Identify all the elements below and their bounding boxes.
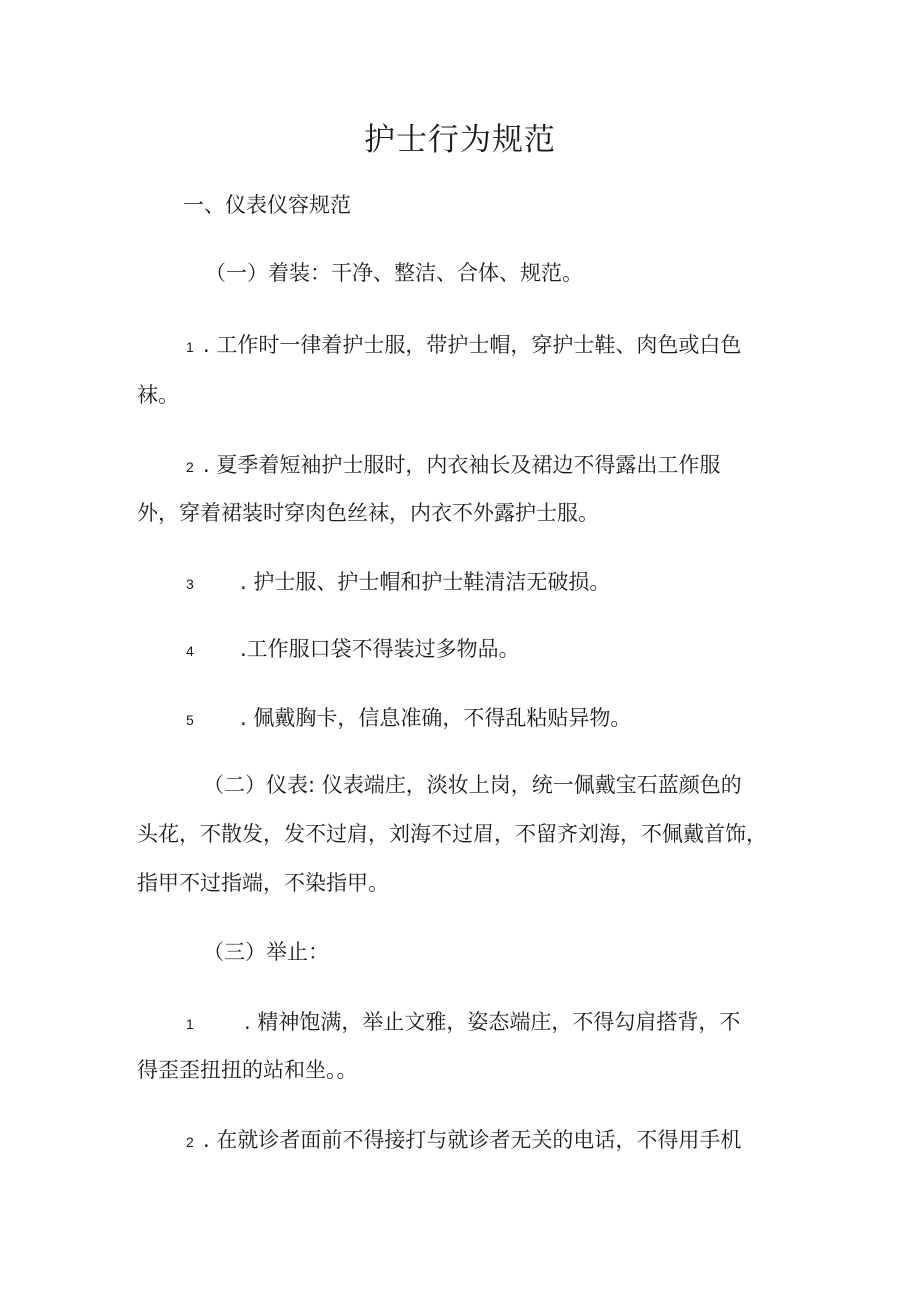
item-5-number: [186, 703, 194, 735]
item-number: 4: [186, 643, 194, 659]
subsection-appearance-line-2: 头花，不散发，发不过肩，刘海不过眉，不留齐刘海，不佩戴首饰，: [137, 822, 767, 846]
item-number: 1: [186, 1016, 194, 1032]
subsection-conduct-heading: （三）举止：: [203, 940, 329, 964]
item-number: 3: [186, 576, 194, 592]
subsection-appearance-line-3: 指甲不过指端，不染指甲。: [137, 871, 389, 895]
document-title: 护士行为规范: [364, 122, 556, 158]
item-5-text: . 佩戴胸卡，信息准确，不得乱粘贴异物。: [240, 706, 632, 730]
item-number: 2: [186, 459, 194, 475]
conduct-2-line-1: . 在就诊者面前不得接打与就诊者无关的电话，不得用手机: [203, 1128, 742, 1152]
item-3-text: . 护士服、护士帽和护士鞋清洁无破损。: [240, 570, 611, 594]
item-3-number: [186, 567, 194, 599]
conduct-1-line-1: . 精神饱满，举止文雅，姿态端庄，不得勾肩搭背，不: [244, 1010, 741, 1034]
item-number: 5: [186, 712, 194, 728]
item-2-line-2: 外，穿着裙装时穿肉色丝袜，内衣不外露护士服。: [137, 501, 599, 525]
item-4-number: [186, 634, 194, 666]
item-number: 2: [186, 1134, 194, 1150]
subsection-appearance-line-1: （二）仪表: 仪表端庄，淡妆上岗，统一佩戴宝石蓝颜色的: [203, 773, 742, 797]
item-4-text: .工作服口袋不得装过多物品。: [240, 637, 520, 661]
conduct-2-number: [186, 1125, 194, 1157]
subsection-heading-attire: （一）着装：干净、整洁、合体、规范。: [205, 261, 583, 285]
conduct-1-line-2: 得歪歪扭扭的站和坐。。: [137, 1058, 358, 1082]
item-2-line-1: . 夏季着短袖护士服时，内衣袖长及裙边不得露出工作服: [203, 453, 721, 477]
section-heading: 一、仪表仪容规范: [183, 193, 351, 217]
item-2-number: [186, 450, 194, 482]
conduct-1-number: [186, 1007, 194, 1039]
item-1-line-1: . 工作时一律着护士服，带护士帽，穿护士鞋、肉色或白色: [203, 333, 742, 357]
item-1-number: [186, 330, 194, 362]
item-number: 1: [186, 339, 194, 355]
item-1-line-2: 袜。: [137, 383, 179, 407]
